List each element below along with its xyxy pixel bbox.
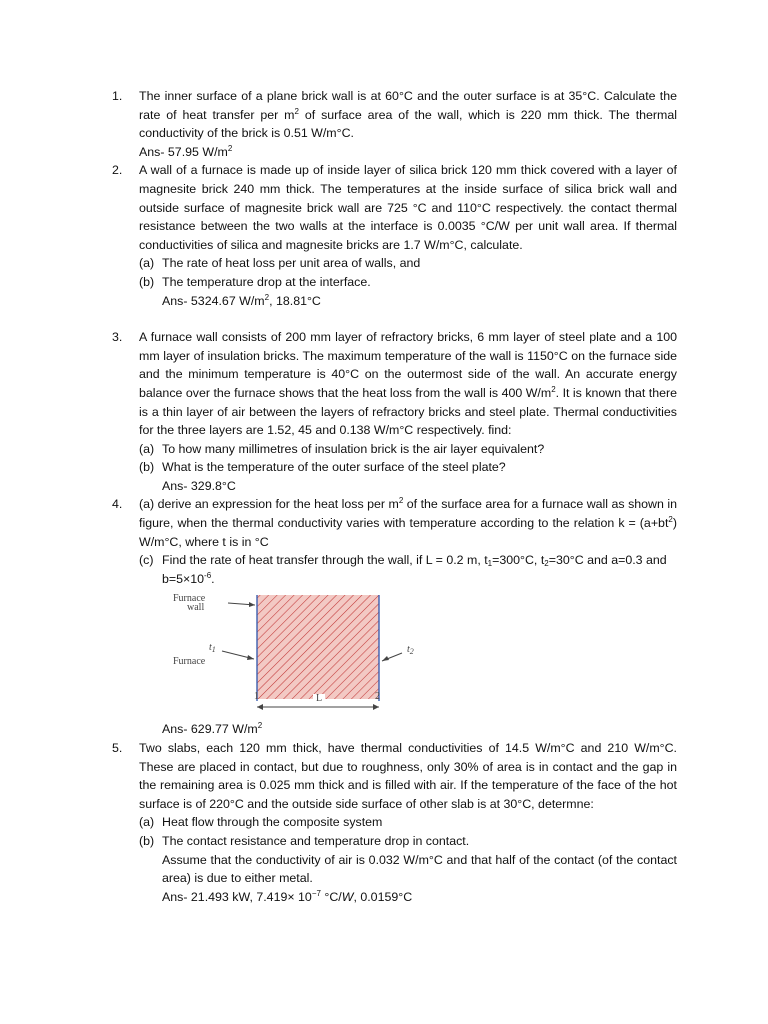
arrow-head <box>257 704 263 710</box>
problem-text: A furnace wall consists of 200 mm layer of refractory bricks, 6 mm layer of steel plate and a 100 mm layer of insulation bricks. The maximum temperature of the wall is 1150°C on the furnace side and the minimum temperature is 40°C on the outermost side of the wall. An accurate energy balance over the furnace shows that the heat loss from the wall is 400 $W/m^2$. It is known that there is a thin layer of air between the layers of refractory bricks and steel plate. Thermal conductivities for the three layers are 1.52, 45 and 0.138 W/m°C respectively. find: <box>139 330 677 438</box>
sub-question-b: (b) The contact resistance and temperature drop in contact. <box>139 834 470 848</box>
problem-1 <box>112 87 677 161</box>
spacer <box>112 310 677 328</box>
label-furnace: Furnace <box>173 656 206 668</box>
wall-body <box>257 595 379 699</box>
assumption-note: Assume that the conductivity of air is 0.032 W/m°C and that half of the contact (of the contact area) is due to either metal. <box>162 852 677 886</box>
problem-5 <box>112 739 677 906</box>
label-t1: $t_1$ <box>209 642 216 655</box>
furnace-wall-figure <box>139 591 414 716</box>
label-length: L <box>313 694 325 704</box>
problem-number: 5. <box>112 741 123 756</box>
sub-question-a: (a) The rate of heat loss per unit area of walls, and <box>139 256 421 271</box>
answer: Ans- 5324.67 $W/m^2$, 18.81°C <box>162 292 321 308</box>
problem-number: 3. <box>112 330 123 345</box>
problem-text: The inner surface of a plane brick wall is at 60°C and the outer surface is at 35°C. Calculate the rate of heat transfer per $m^2$ of surface area of the wall, which is 220 mm thick. The thermal conductivity of the brick is 0.51 W/m°C. <box>139 89 678 141</box>
problem-3 <box>112 328 677 495</box>
problem-list <box>112 87 677 906</box>
arrow-head <box>373 704 379 710</box>
sub-question-b: (b) What is the temperature of the outer surface of the steel plate? <box>139 460 506 475</box>
answer: Ans- 21.493 kW, $7.419\times 10^{-7}$ °C/W, 0.0159°C <box>162 888 413 904</box>
problem-2 <box>112 161 677 310</box>
problem-text: Two slabs, each 120 mm thick, have thermal conductivities of 14.5 W/m°C and 210 W/m°C. These are placed in contact, but due to roughness, only 30% of area is in contact and the gap in the remaining area is 0.025 mm thick and is filled with air. If the temperature of the face of the hot surface is of 220°C and the outside side surface of other slab is at 30°C, determne: <box>139 741 677 811</box>
sub-question-c: (c) Find the rate of heat transfer through the wall, if L = 0.2 m, $t_1=300^\circ C$, $t_2=30^\circ C$ and a=0.3 and $b=5\times 10^{-6}$. <box>139 553 667 586</box>
label-t2: $t_2$ <box>407 644 414 657</box>
label-point-1: 1 <box>254 691 259 703</box>
problem-number: 2. <box>112 163 123 178</box>
answer: Ans- 57.95 $W/m^2$ <box>139 143 233 159</box>
label-furnace-wall: Furnace <box>173 593 206 605</box>
sub-question-a: (a) Heat flow through the composite system <box>139 815 383 830</box>
problem-text: (a) derive an expression for the heat loss per $m^2$ of the surface area for a furnace wall as shown in figure, when the thermal conductivity varies with temperature according to the relation $k = (a+bt^2)$ W/m°C, where t is in °C <box>139 496 677 549</box>
sub-question-b: (b) The temperature drop at the interface. <box>139 274 371 289</box>
problem-number: 1. <box>112 89 123 103</box>
label-point-2: 2 <box>375 691 380 703</box>
problem-number: 4. <box>112 497 123 512</box>
problem-4 <box>112 495 677 739</box>
answer: Ans- 629.77 $W/m^2$ <box>162 721 263 737</box>
answer: Ans- 329.8°C <box>162 478 236 493</box>
label-furnace-wall: wall <box>187 602 205 614</box>
sub-question-a: (a) To how many millimetres of insulation brick is the air layer equivalent? <box>139 441 545 456</box>
arrow-head <box>382 656 389 661</box>
problem-text: A wall of a furnace is made up of inside layer of silica brick 120 mm thick covered with a layer of magnesite brick 240 mm thick. The temperatures at the inside surface of silica brick wall and outside surface of magnesite brick wall are 725 °C and 110°C respectively. the contact thermal resistance between the two walls at the interface is 0.0035 °C/W per unit wall area. If thermal conductivities of silica and magnesite bricks are 1.7 W/m°C, calculate. <box>139 163 677 252</box>
